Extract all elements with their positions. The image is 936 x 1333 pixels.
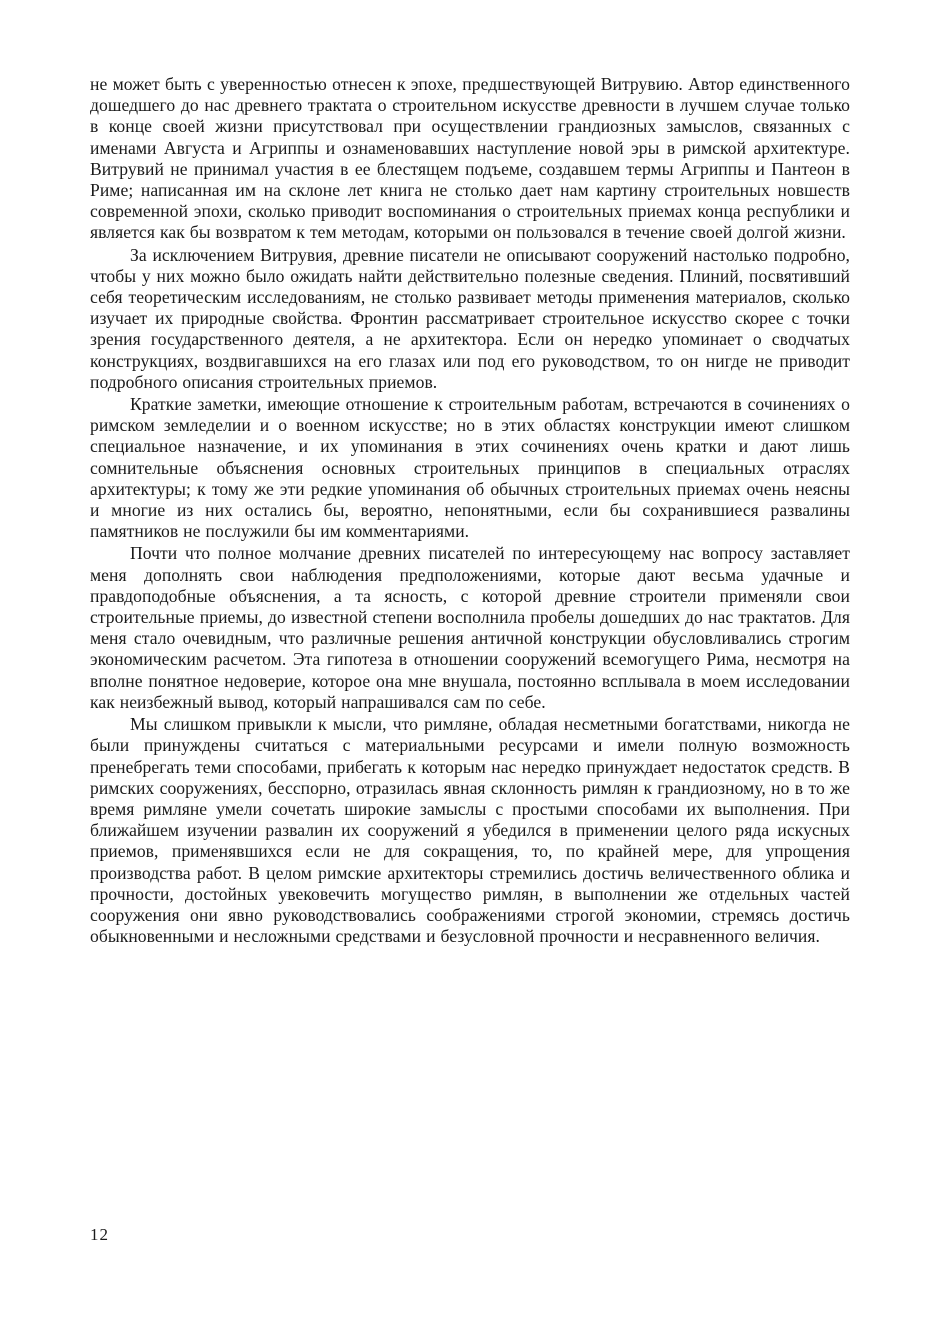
page-number: 12 <box>90 1225 109 1244</box>
page-text-block <box>90 74 850 947</box>
paragraph-5: Мы слишком привыкли к мысли, что римляне, обладая несметными богатствами, никогда не были принуждены считаться с материальными ресурсами и имели полную возможность пренебрегать теми способами, прибегать к которым нас нередко принуждает недостаток средств. В римских сооружениях, бесспорно, отразилась явная склонность римлян к грандиозному, но в то же время римляне умели сочетать широкие замыслы с простыми способами их выполнения. При ближайшем изучении развалин их сооружений я убедился в применении целого ряда искусных приемов, применявшихся если не для сокращения, то, по крайней мере, для упрощения производства работ. В целом римские архитекторы стремились достичь величественного облика и прочности, достойных увековечить могущество римлян, в выполнении же отдельных частей сооружения они явно руководствовались соображениями строгой экономии, стремясь достичь обыкновенными и несложными средствами и безусловной прочности и несравненного величия. <box>90 714 850 947</box>
paragraph-1: не может быть с уверенностью отнесен к эпохе, предшествующей Витрувию. Автор единственного дошедшего до нас древнего трактата о строительном искусстве древности в лучшем случае только в конце своей жизни присутствовал при осуществлении грандиозных замыслов, связанных с именами Августа и Агриппы и ознаменовавших наступление новой эры в римской архитектуре. Витрувий не принимал участия в ее блестящем подъеме, создавшем термы Агриппы и Пантеон в Риме; написанная им на склоне лет книга не столько дает нам картину строительных новшеств современной эпохи, сколько приводит воспоминания о строительных приемах конца республики и является как бы возвратом к тем методам, которыми он пользовался в течение своей долгой жизни. <box>90 74 850 243</box>
paragraph-4: Почти что полное молчание древних писателей по интересующему нас вопросу заставляет меня дополнять свои наблюдения предположениями, которые дают весьма удачные и правдоподобные объяснения, а та ясность, с которой древние строители применяли свои строительные приемы, до известной степени восполнила пробелы дошедших до нас трактатов. Для меня стало очевидным, что различные решения античной конструкции обусловливались строгим экономическим расчетом. Эта гипотеза в отношении сооружений всемогущего Рима, несмотря на вполне понятное недоверие, которое она мне внушала, постоянно всплывала в моем исследовании как неизбежный вывод, который напрашивался сам по себе. <box>90 543 850 712</box>
paragraph-2: За исключением Витрувия, древние писатели не описывают сооружений настолько подробно, чтобы у них можно было ожидать найти действительно полезные сведения. Плиний, посвятивший себя теоретическим исследованиям, не столько развивает методы применения материалов, сколько изучает их природные свойства. Фронтин рассматривает строительное искусство скорее с точки зрения государственного деятеля, а не архитектора. Если он нередко упоминает о сводчатых конструкциях, воздвигавшихся на его глазах или под его руководством, то он нигде не приводит подробного описания строительных приемов. <box>90 244 850 392</box>
paragraph-3: Краткие заметки, имеющие отношение к строительным работам, встречаются в сочинениях о римском земледелии и о военном искусстве; но в этих областях конструкции имеют слишком специальное назначение, и их упоминания в этих сочинениях очень кратки и дают лишь сомнительные объяснения основных строительных принципов в специальных отраслях архитектуры; к тому же эти редкие упоминания об обычных строительных приемах очень неясны и многие из них остались бы, вероятно, непонятными, если бы сохранившиеся развалины памятников не послужили бы им комментариями. <box>90 394 850 542</box>
